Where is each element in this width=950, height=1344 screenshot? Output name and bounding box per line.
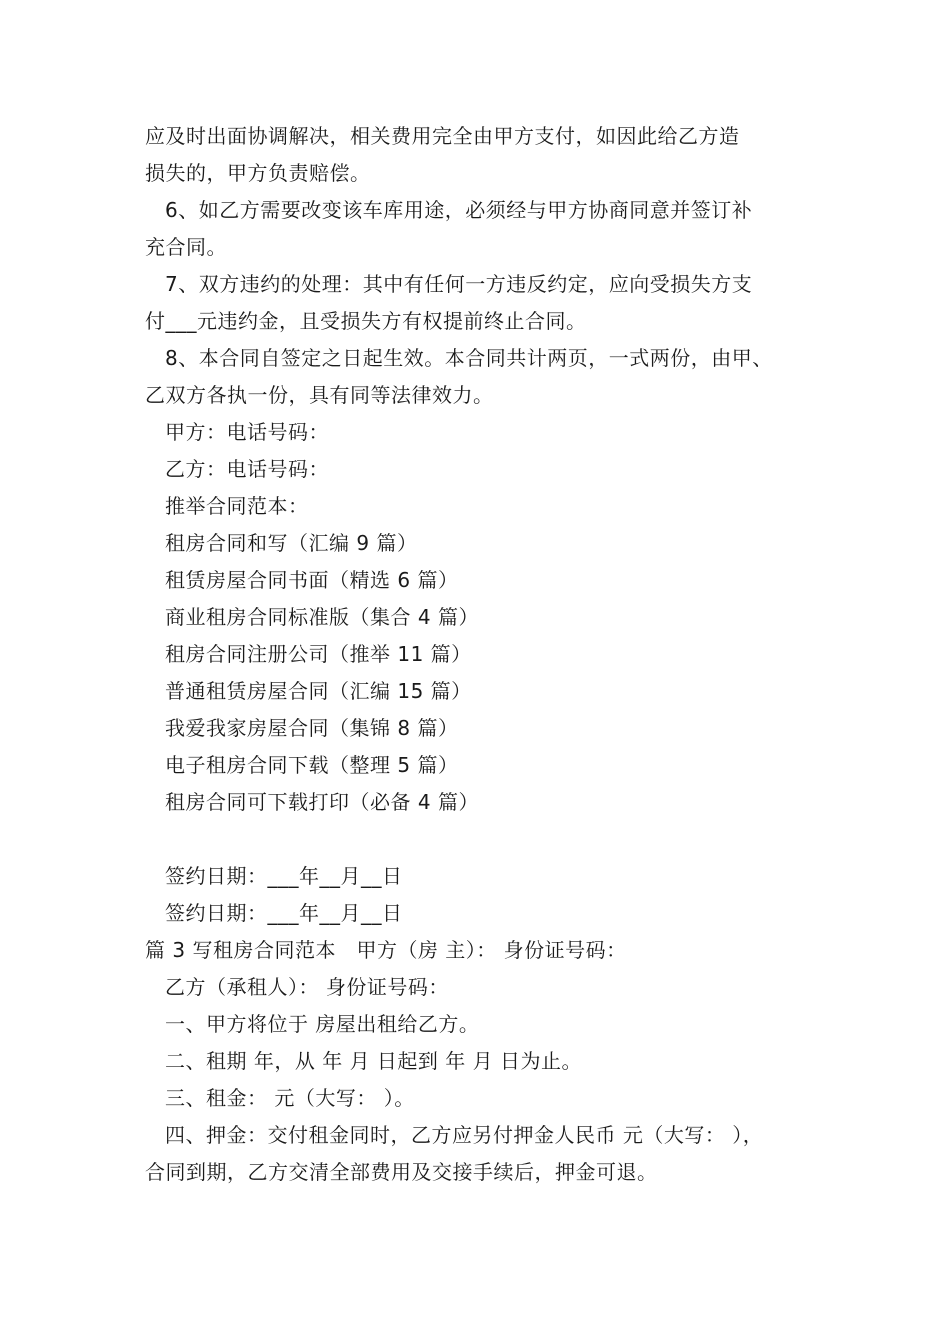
recommended-item: 租房合同可下载打印（必备 4 篇） [165, 790, 479, 814]
recommended-item: 租赁房屋合同书面（精选 6 篇） [165, 568, 459, 592]
recommended-item: 普通租赁房屋合同（汇编 15 篇） [165, 679, 472, 703]
clause-four: 四、押金：交付租金同时，乙方应另付押金人民币 元（大写： ）， [165, 1123, 764, 1147]
section-3-heading: 篇 3 写租房合同范本 甲方（房 主）： 身份证号码： [145, 938, 627, 962]
recommended-item: 租房合同和写（汇编 9 篇） [165, 531, 418, 555]
signing-date: 签约日期：___年__月__日 [165, 864, 403, 888]
document-body [145, 118, 825, 1191]
recommended-item: 商业租房合同标准版（集合 4 篇） [165, 605, 479, 629]
text-line: 乙双方各执一份，具有同等法律效力。 [145, 383, 494, 407]
party-b-phone: 乙方：电话号码： [165, 457, 329, 481]
text-line: 充合同。 [145, 235, 227, 259]
clause-7: 7、双方违约的处理：其中有任何一方违反约定，应向受损失方支 [165, 272, 753, 296]
text-line: 损失的，甲方负责赔偿。 [145, 161, 371, 185]
text-line: 合同到期，乙方交清全部费用及交接手续后，押金可退。 [145, 1160, 658, 1184]
party-b-id: 乙方（承租人）： 身份证号码： [165, 975, 449, 999]
clause-6: 6、如乙方需要改变该车库用途，必须经与甲方协商同意并签订补 [165, 198, 753, 222]
blank-line [145, 821, 825, 858]
clause-three: 三、租金： 元（大写： ）。 [165, 1086, 415, 1110]
text-line: 应及时出面协调解决，相关费用完全由甲方支付，如因此给乙方造 [145, 124, 740, 148]
recommended-heading: 推举合同范本： [165, 494, 309, 518]
clause-one: 一、甲方将位于 房屋出租给乙方。 [165, 1012, 480, 1036]
recommended-item: 租房合同注册公司（推举 11 篇） [165, 642, 472, 666]
clause-8: 8、本合同自签定之日起生效。本合同共计两页，一式两份，由甲、 [165, 346, 773, 370]
text-line: 付___元违约金，且受损失方有权提前终止合同。 [145, 309, 587, 333]
recommended-item: 我爱我家房屋合同（集锦 8 篇） [165, 716, 459, 740]
clause-two: 二、租期 年，从 年 月 日起到 年 月 日为止。 [165, 1049, 583, 1073]
recommended-item: 电子租房合同下载（整理 5 篇） [165, 753, 459, 777]
party-a-phone: 甲方：电话号码： [165, 420, 329, 444]
signing-date: 签约日期：___年__月__日 [165, 901, 403, 925]
